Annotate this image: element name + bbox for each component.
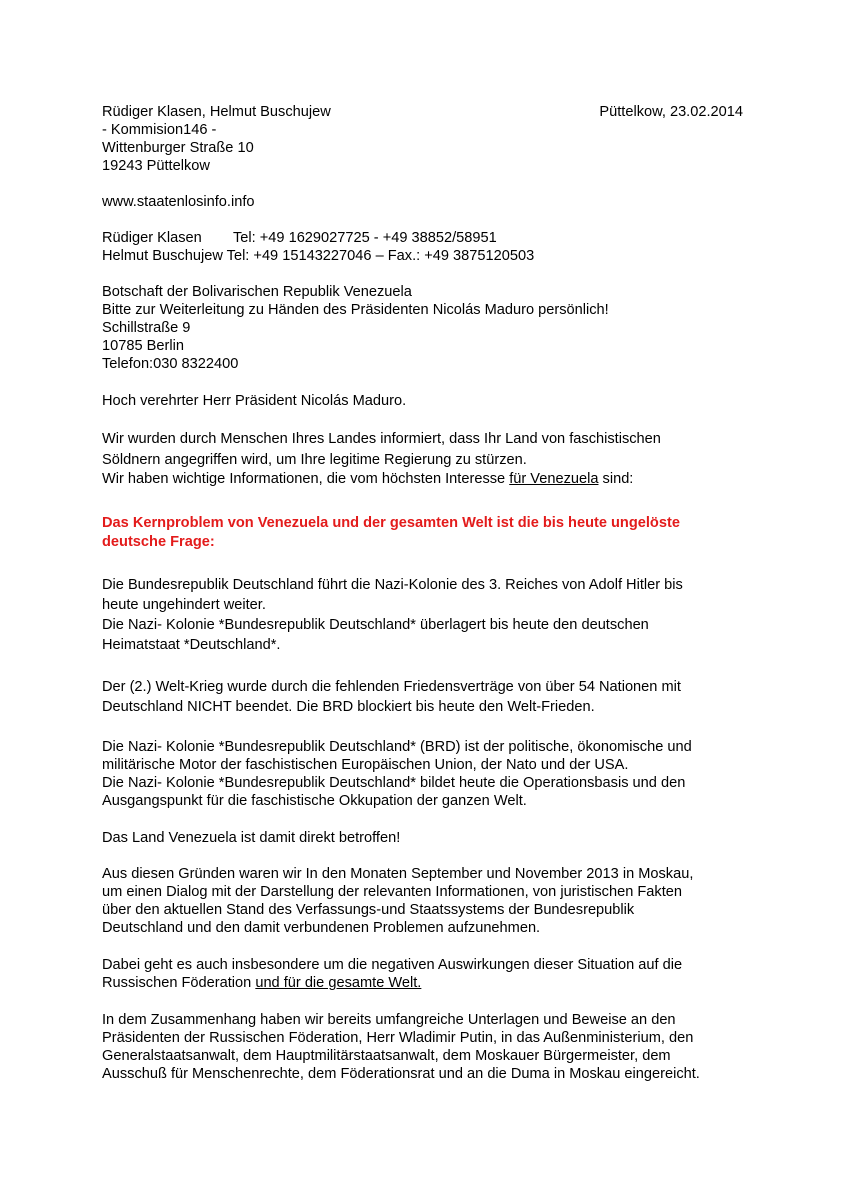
contact-name: Rüdiger Klasen <box>102 230 202 246</box>
sender-names: Rüdiger Klasen, Helmut Buschujew <box>102 104 331 120</box>
place-date: Püttelkow, 23.02.2014 <box>599 104 743 120</box>
p8-line1: In dem Zusammenhang haben wir bereits umfangreiche Unterlagen und Beweise an den <box>102 1012 676 1028</box>
p7-line2-text: Russischen Föderation <box>102 975 256 991</box>
contact-details: Tel: +49 1629027725 - +49 38852/58951 <box>233 230 497 246</box>
p1-line2: Söldnern angegriffen wird, um Ihre legitime Regierung zu stürzen. <box>102 452 527 468</box>
p3-line1: Der (2.) Welt-Krieg wurde durch die fehlenden Friedensverträge von über 54 Nationen mit <box>102 679 681 695</box>
recipient-city: 10785 Berlin <box>102 338 184 354</box>
p3-line2: Deutschland NICHT beendet. Die BRD blockiert bis heute den Welt-Frieden. <box>102 699 595 715</box>
p2-line4: Heimatstaat *Deutschland*. <box>102 637 281 653</box>
recipient-street: Schillstraße 9 <box>102 320 191 336</box>
p6-line3: über den aktuellen Stand des Verfassungs-und Staatssystems der Bundesrepublik <box>102 902 635 918</box>
p7-line2 <box>102 974 421 992</box>
p4-line1: Die Nazi- Kolonie *Bundesrepublik Deutschland* (BRD) ist der politische, ökonomische und <box>102 739 692 755</box>
p1-underlined: für Venezuela <box>509 471 599 487</box>
p8-line2: Präsidenten der Russischen Föderation, Herr Wladimir Putin, in das Außenministerium, den <box>102 1030 694 1046</box>
contact-klasen <box>102 229 497 247</box>
p1-line3-end: sind: <box>598 471 634 487</box>
p2-line2: heute ungehindert weiter. <box>102 597 266 613</box>
p1-line1: Wir wurden durch Menschen Ihres Landes informiert, dass Ihr Land von faschistischen <box>102 431 661 447</box>
p6-line2: um einen Dialog mit der Darstellung der relevanten Informationen, von juristischen Fakten <box>102 884 682 900</box>
headline-line2: deutsche Frage: <box>102 534 215 550</box>
recipient-line2: Bitte zur Weiterleitung zu Händen des Präsidenten Nicolás Maduro persönlich! <box>102 302 609 318</box>
p7-line1: Dabei geht es auch insbesondere um die negativen Auswirkungen dieser Situation auf die <box>102 957 683 973</box>
p4-line2: militärische Motor der faschistischen Europäischen Union, der Nato und der USA. <box>102 757 629 773</box>
recipient-line1: Botschaft der Bolivarischen Republik Venezuela <box>102 284 412 300</box>
salutation: Hoch verehrter Herr Präsident Nicolás Maduro. <box>102 393 407 409</box>
p6-line4: Deutschland und den damit verbundenen Problemen aufzunehmen. <box>102 920 541 936</box>
p4-line3: Die Nazi- Kolonie *Bundesrepublik Deutschland* bildet heute die Operationsbasis und den <box>102 775 686 791</box>
p8-line4: Ausschuß für Menschenrechte, dem Föderationsrat und an die Duma in Moskau eingereicht. <box>102 1066 700 1082</box>
p1-line3-text: Wir haben wichtige Informationen, die vom höchsten Interesse <box>102 471 510 487</box>
recipient-phone: Telefon:030 8322400 <box>102 356 239 372</box>
contact-name: Helmut Buschujew <box>102 248 223 264</box>
p2-line3: Die Nazi- Kolonie *Bundesrepublik Deutschland* überlagert bis heute den deutschen <box>102 617 649 633</box>
p5: Das Land Venezuela ist damit direkt betroffen! <box>102 830 401 846</box>
p6-line1: Aus diesen Gründen waren wir In den Monaten September und November 2013 in Moskau, <box>102 866 694 882</box>
contact-details: Tel: +49 15143227046 – Fax.: +49 3875120503 <box>226 248 535 264</box>
contact-buschujew <box>102 247 534 265</box>
p8-line3: Generalstaatsanwalt, dem Hauptmilitärstaatsanwalt, dem Moskauer Bürgermeister, dem <box>102 1048 671 1064</box>
p4-line4: Ausgangspunkt für die faschistische Okkupation der ganzen Welt. <box>102 793 527 809</box>
sender-city: 19243 Püttelkow <box>102 158 210 174</box>
p7-underlined: und für die gesamte Welt. <box>255 975 422 991</box>
p1-line3 <box>102 470 633 488</box>
sender-street: Wittenburger Straße 10 <box>102 140 254 156</box>
sender-org: - Kommision146 - <box>102 122 217 138</box>
website-link[interactable]: www.staatenlosinfo.info <box>102 194 255 210</box>
headline-line1: Das Kernproblem von Venezuela und der gesamten Welt ist die bis heute ungelöste <box>102 515 680 531</box>
p2-line1: Die Bundesrepublik Deutschland führt die Nazi-Kolonie des 3. Reiches von Adolf Hitler bis <box>102 577 683 593</box>
